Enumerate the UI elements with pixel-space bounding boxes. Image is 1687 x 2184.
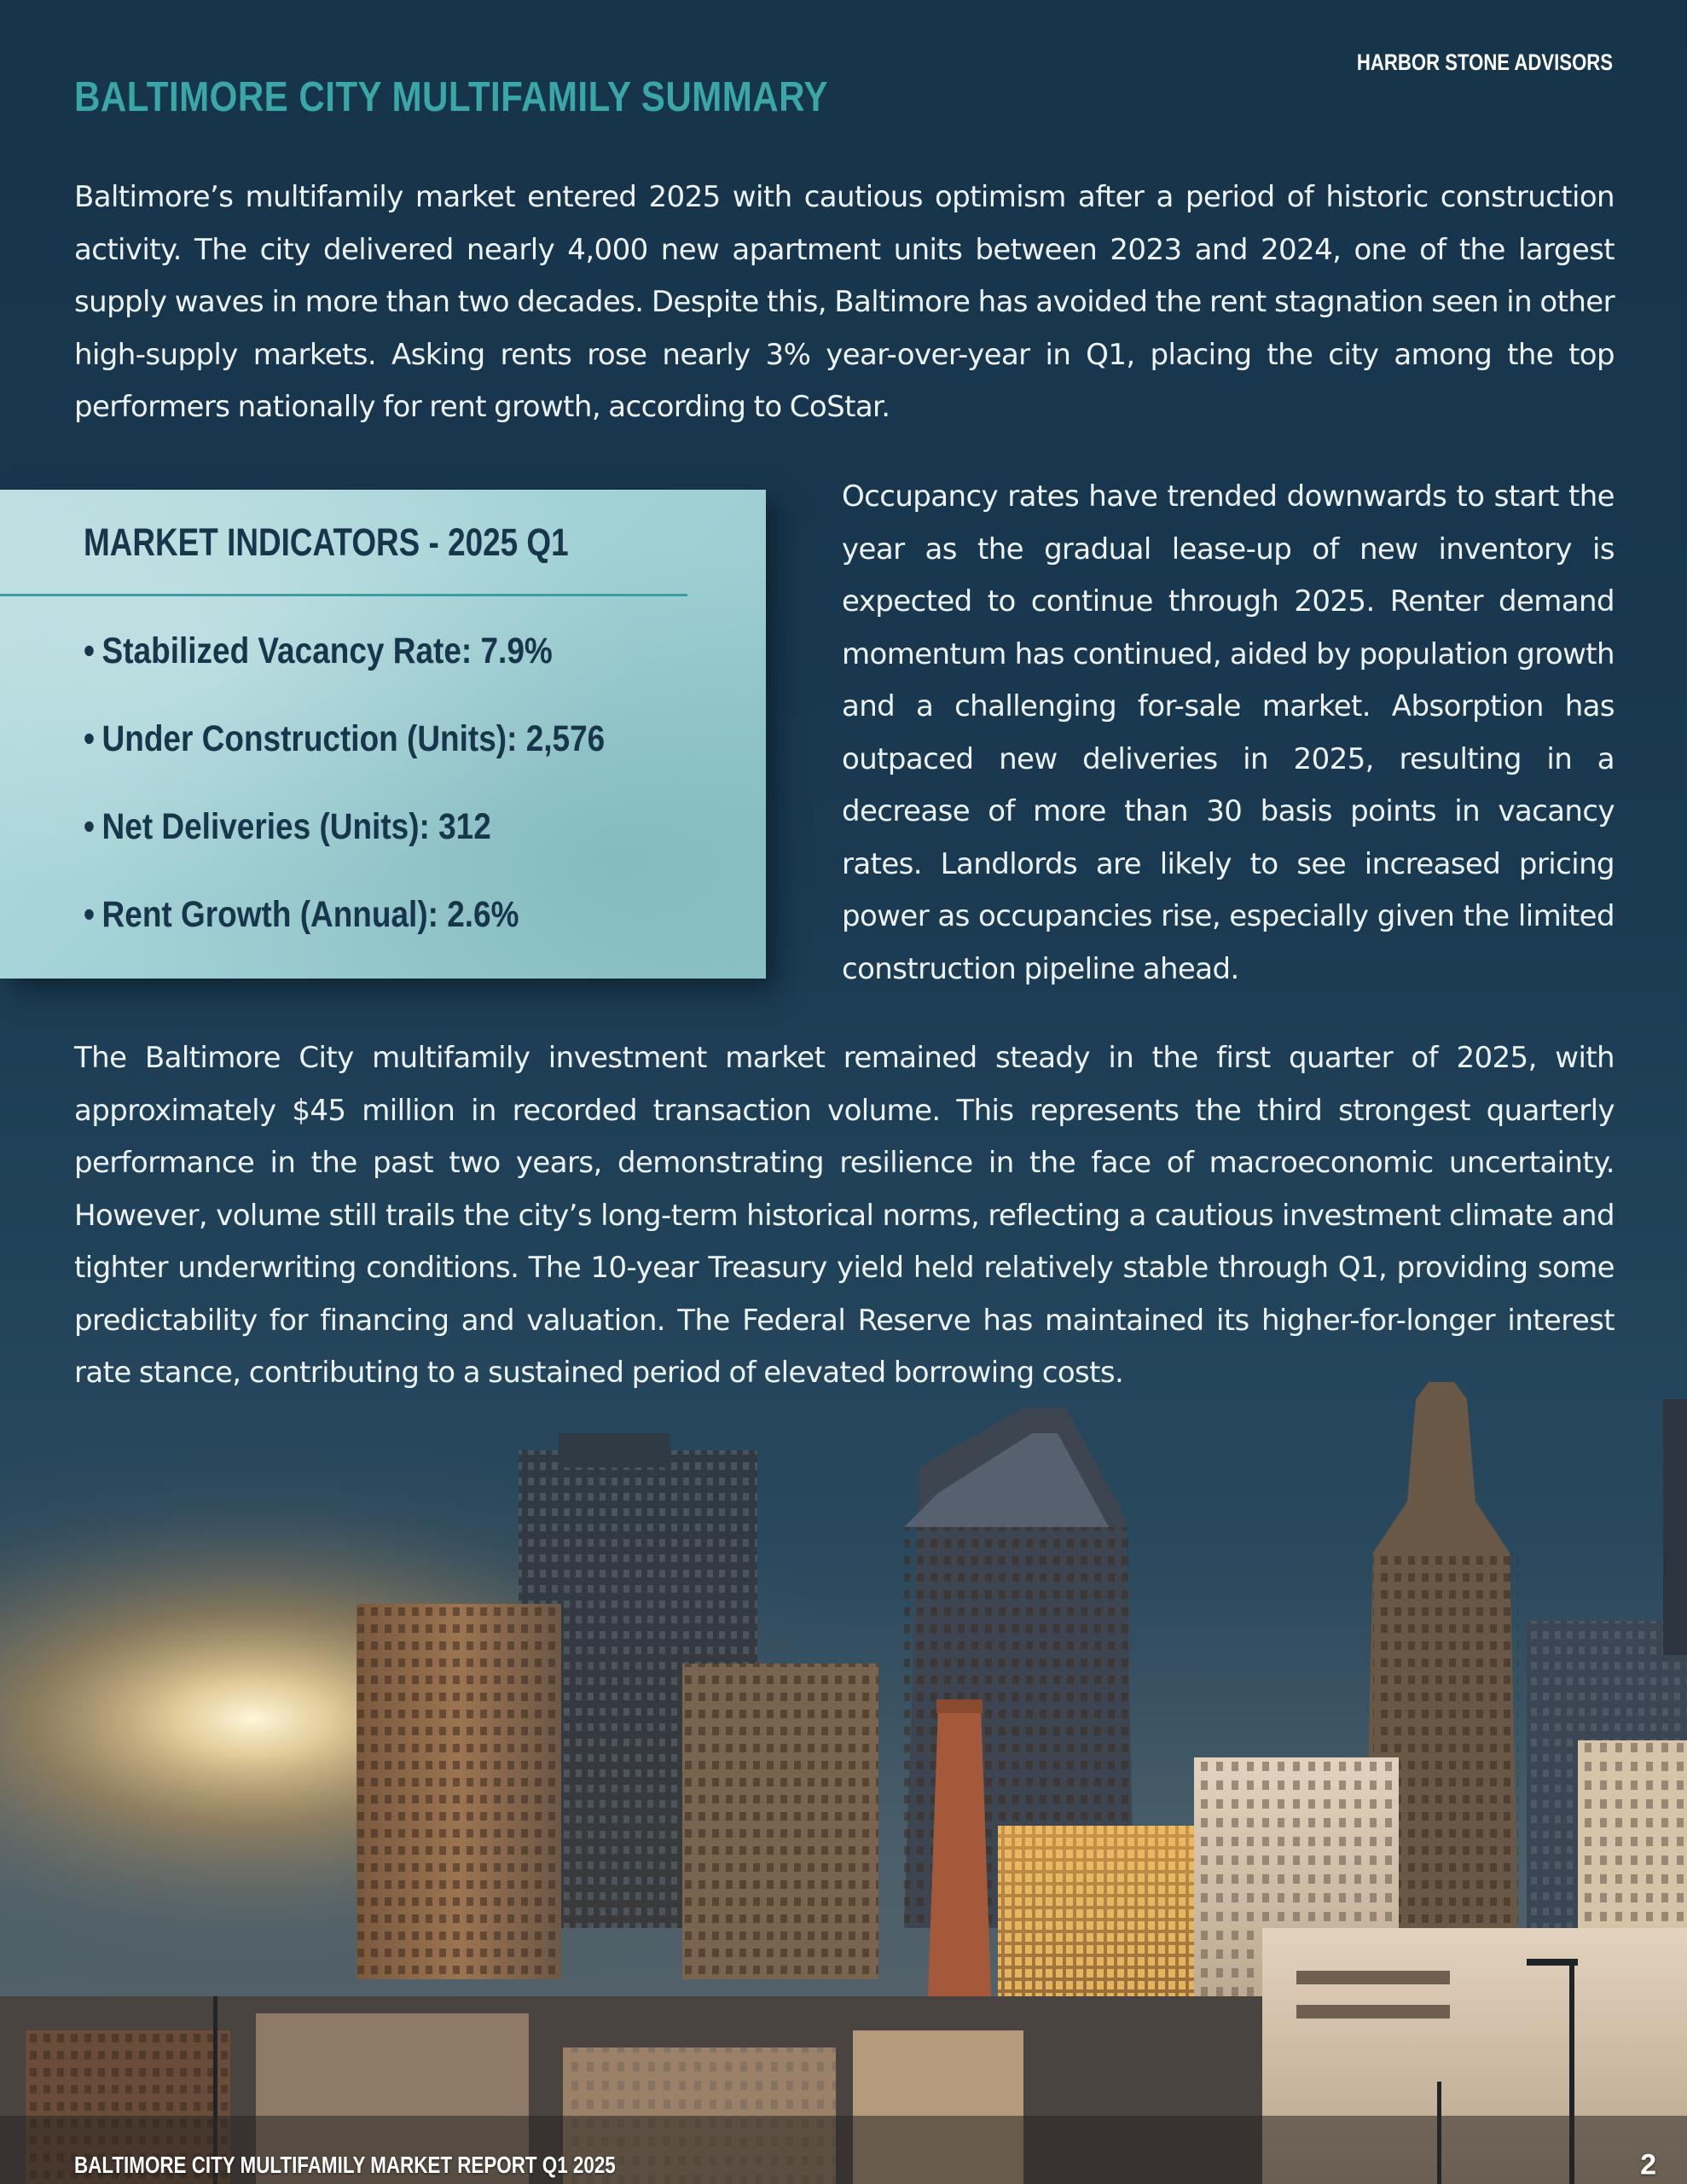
indicator-text: Rent Growth (Annual): 2.6% xyxy=(101,894,519,935)
page-title: BALTIMORE CITY MULTIFAMILY SUMMARY xyxy=(74,74,828,120)
investment-paragraph: The Baltimore City multifamily investment market remained steady in the first quarter of 2025, with approximately $45 million in recorded transaction volume. This represents the third strongest quarterly performance in the past two years, demonstrating resilience in the face of macroeconomic uncertainty. However, volume still trails the city’s long-term historical norms, reflecting a cautious investment climate and tighter underwriting conditions. The 10-year Treasury yield held relatively stable through Q1, providing some predictability for financing and valuation. The Federal Reserve has maintained its higher-for-longer interest rate stance, contributing to a sustained period of elevated borrowing costs. xyxy=(74,1041,1615,1390)
indicator-text: Net Deliveries (Units): 312 xyxy=(101,806,491,847)
intro-paragraph: Baltimore’s multifamily market entered 2025 with cautious optimism after a period of historic construction activity. The city delivered nearly 4,000 new apartment units between 2023 and 2024, one of the largest supply waves in more than two decades. Despite this, Baltimore has avoided the rent stagnation seen in other high-supply markets. Asking rents rose nearly 3% year-over-year in Q1, placing the city among the top performers nationally for rent growth, according to CoStar. xyxy=(74,180,1615,424)
indicators-divider xyxy=(0,594,687,596)
indicator-text: Stabilized Vacancy Rate: 7.9% xyxy=(101,630,553,671)
bullet-icon: • xyxy=(84,806,95,847)
indicator-text: Under Construction (Units): 2,576 xyxy=(101,718,606,759)
skyline-photo xyxy=(0,1382,1687,2184)
bullet-icon: • xyxy=(84,630,95,671)
occupancy-paragraph: Occupancy rates have trended downwards to start the year as the gradual lease-up of new inventory is expected to continue through 2025. Renter demand momentum has continued, aided by population growth and a challenging for-sale market. Absorption has outpaced new deliveries in 2025, resulting in a decrease of more than 30 basis points in vacancy rates. Landlords are likely to see increased pricing power as occupancies rise, especially given the limited construction pipeline ahead. xyxy=(842,479,1615,986)
indicator-under-construction xyxy=(84,718,605,760)
footer-report-title: BALTIMORE CITY MULTIFAMILY MARKET REPORT Q1 2025 xyxy=(74,2152,616,2178)
market-indicators-card xyxy=(0,490,766,979)
indicator-vacancy-rate xyxy=(84,630,553,672)
indicator-rent-growth xyxy=(84,894,519,936)
brand-name: HARBOR STONE ADVISORS xyxy=(1356,49,1613,75)
bullet-icon: • xyxy=(84,718,95,759)
indicator-net-deliveries xyxy=(84,806,491,848)
bullet-icon: • xyxy=(84,894,95,935)
page-number: 2 xyxy=(1640,2148,1656,2181)
indicators-title: MARKET INDICATORS - 2025 Q1 xyxy=(84,520,569,564)
